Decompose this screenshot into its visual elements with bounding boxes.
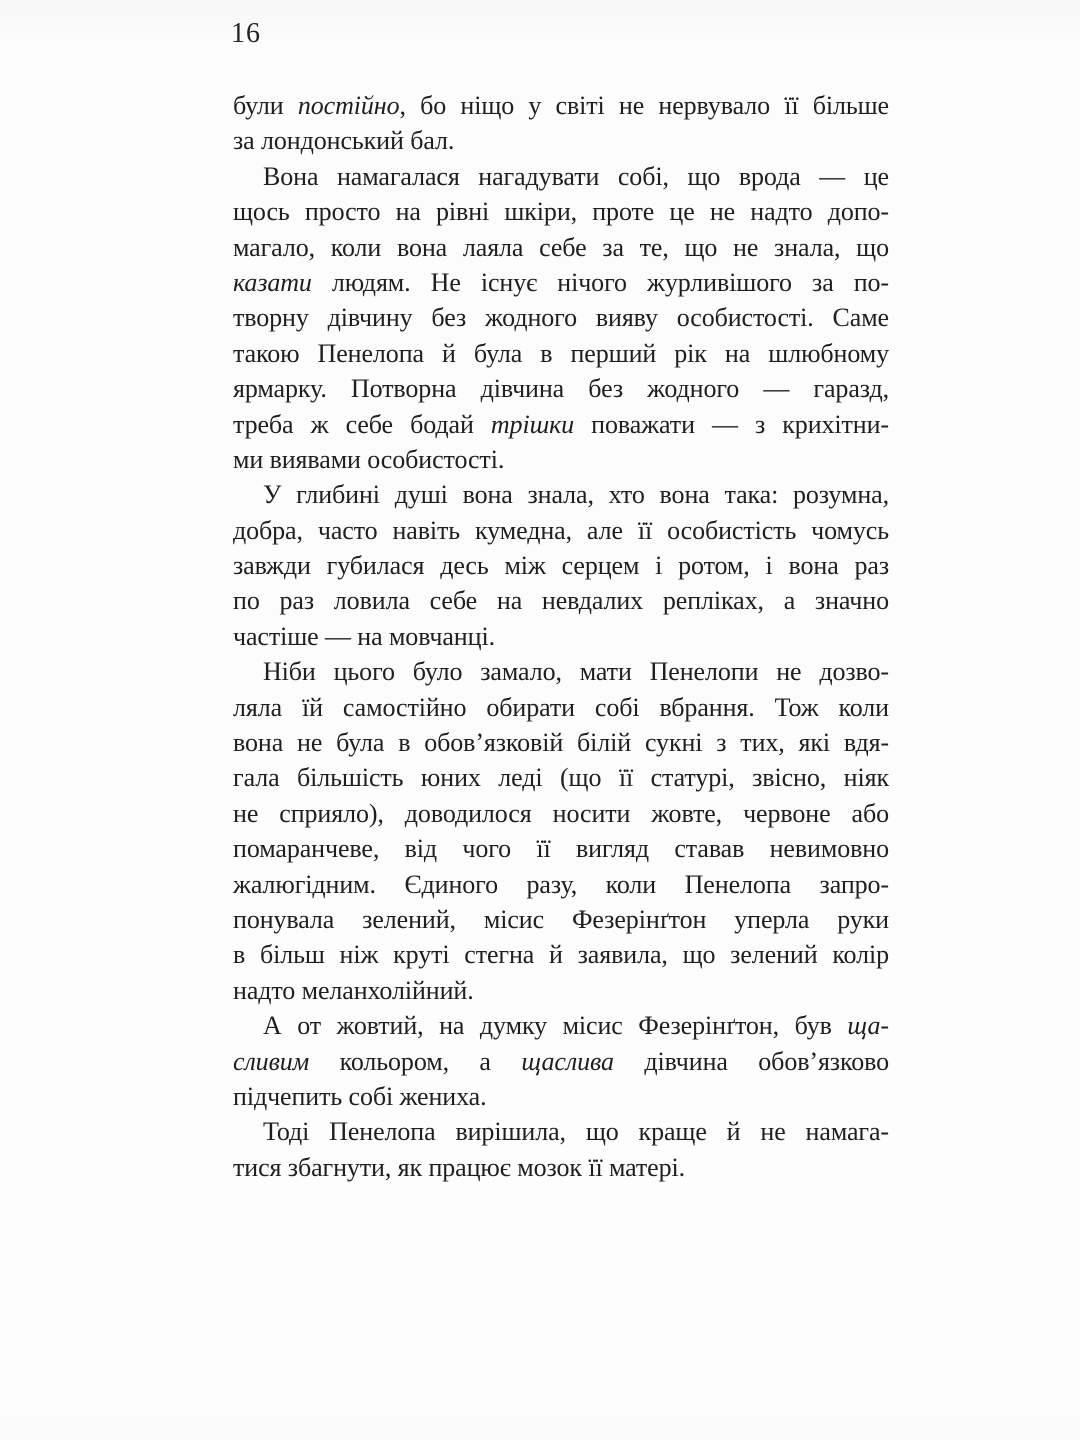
italic-text-segment: щаслива [521, 1046, 614, 1076]
text-line [233, 654, 889, 689]
text-line [233, 548, 889, 583]
text-segment: такою Пенелопа й була в перший рік на шлюбному [233, 338, 889, 368]
text-segment: Ніби цього було замало, мати Пенелопи не дозво- [263, 657, 889, 687]
text-line [233, 159, 889, 194]
text-line [233, 796, 889, 831]
text-segment: вона не була в обов’язковій білій сукні з тих, які вдя- [233, 728, 889, 758]
text-segment: частіше — на мовчанці. [233, 621, 495, 651]
text-line [233, 1150, 889, 1185]
text-segment: підчепить собі жениха. [233, 1081, 487, 1111]
text-line [233, 265, 889, 300]
page-number: 16 [231, 18, 261, 49]
text-line [233, 407, 889, 442]
text-segment: завжди губилася десь між серцем і ротом, і вона раз [233, 551, 889, 581]
text-segment: щось просто на рівні шкіри, проте це не надто допо- [233, 197, 889, 227]
text-segment: тися збагнути, як працює мозок її матері. [233, 1152, 686, 1182]
text-segment: творну дівчину без жодного вияву особистості. Саме [233, 303, 889, 333]
text-segment: поважати — з крихітни- [574, 409, 889, 439]
text-segment: жалюгідним. Єдиного разу, коли Пенелопа запро- [233, 869, 889, 899]
text-line [233, 88, 889, 123]
text-line [233, 1008, 889, 1043]
text-line [233, 619, 889, 654]
text-segment: добра, часто навіть кумедна, але її особистість чомусь [233, 515, 889, 545]
text-line [233, 123, 889, 158]
text-segment: Тоді Пенелопа вирішила, що краще й не намага- [263, 1117, 889, 1147]
text-line [233, 867, 889, 902]
text-segment: за лондонський бал. [233, 126, 455, 156]
text-segment: Вона намагалася нагадувати собі, що врода — це [263, 161, 889, 191]
text-segment: У глибині душі вона знала, хто вона така: розумна, [263, 480, 889, 510]
italic-text-segment: казати [233, 267, 312, 297]
text-line [233, 902, 889, 937]
text-line [233, 230, 889, 265]
text-segment: дівчина обов’язково [613, 1046, 889, 1076]
text-line [233, 477, 889, 512]
text-line [233, 194, 889, 229]
text-line [233, 937, 889, 972]
text-segment: А от жовтий, на думку місис Фезерінґтон, був [263, 1011, 848, 1041]
text-segment: в більш ніж круті стегна й заявила, що зелений колір [233, 940, 889, 970]
text-segment: магало, коли вона лаяла себе за те, що не знала, що [233, 232, 889, 262]
text-line [233, 371, 889, 406]
text-line [233, 1114, 889, 1149]
text-segment: по раз ловила себе на невдалих репліках, а значно [233, 586, 889, 616]
text-segment: , бо ніщо у світі не нервувало її більше [399, 91, 889, 120]
text-line [233, 1044, 889, 1079]
text-segment: були [233, 91, 298, 120]
text-line [233, 336, 889, 371]
text-line [233, 690, 889, 725]
text-line [233, 583, 889, 618]
italic-text-segment: трішки [490, 409, 575, 439]
text-segment: не сприяло), доводилося носити жовте, червоне або [233, 798, 889, 828]
text-segment: гала більшість юних леді (що її статурі, звісно, ніяк [233, 763, 889, 793]
text-line [233, 442, 889, 477]
text-line [233, 1079, 889, 1114]
text-segment: треба ж себе бодай [233, 409, 491, 439]
text-line [233, 300, 889, 335]
text-segment: кольором, а [309, 1046, 522, 1076]
text-segment: ми виявами особистості. [233, 444, 505, 474]
text-line [233, 513, 889, 548]
text-line [233, 973, 889, 1008]
text-line [233, 831, 889, 866]
text-line [233, 760, 889, 795]
italic-text-segment: ща- [847, 1011, 889, 1041]
text-segment: понувала зелений, місис Фезерінґтон уперла руки [233, 904, 889, 934]
text-segment: помаранчеве, від чого її вигляд ставав невимовно [233, 834, 889, 864]
italic-text-segment: постійно [297, 91, 400, 120]
text-column [233, 88, 889, 1185]
text-segment: надто меланхолійний. [233, 975, 474, 1005]
text-segment: ляла їй самостійно обирати собі вбрання. Тож коли [233, 692, 889, 722]
text-segment: ярмарку. Потворна дівчина без жодного — гаразд, [233, 374, 889, 404]
text-segment: людям. Не існує нічого журливішого за по- [311, 267, 889, 297]
text-line [233, 725, 889, 760]
italic-text-segment: сливим [233, 1046, 310, 1076]
